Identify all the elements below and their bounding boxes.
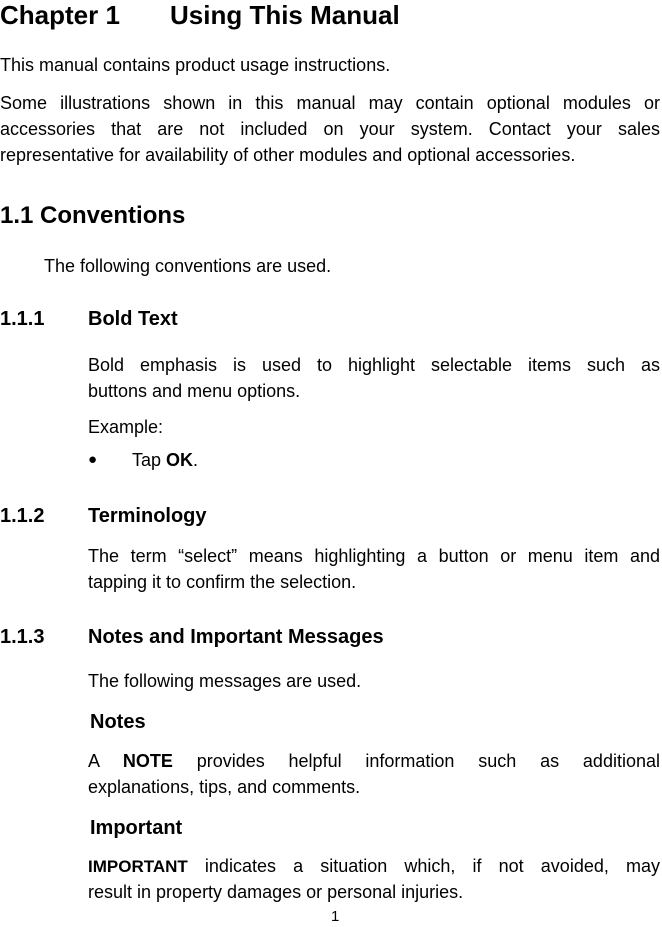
bullet-item [132,449,198,471]
section-heading: 1.1 Conventions [0,202,186,229]
note-line-2: explanations, tips, and comments. [88,777,361,797]
note-line [88,750,660,772]
ok-bold: OK [166,450,194,470]
note-word: A [88,751,100,771]
section-text: The following messages are used. [88,671,362,691]
subsection-number: 1.1.1 [0,308,45,330]
important-bold: IMPORTANT [88,857,188,876]
subsection-number: 1.1.3 [0,626,45,648]
page-number: 1 [331,908,340,925]
paragraph-line: Bold emphasis is used to highlight selectable items such as [88,355,660,375]
important-line [88,855,660,878]
notes-heading: Notes [90,711,146,733]
section-text: The following conventions are used. [44,256,332,276]
example-label: Example: [88,417,164,437]
period: . [193,450,199,470]
intro-para-line: representative for availability of other modules and optional accessories. [0,145,576,165]
chapter-number: Chapter 1 [0,0,120,30]
intro-line: This manual contains product usage instructions. [0,55,391,75]
important-heading: Important [90,817,183,839]
intro-para-line: accessories that are not included on your system. Contact your sales [0,119,660,139]
important-line-2: result in property damages or personal injuries. [88,882,464,902]
subsection-title: Notes and Important Messages [88,626,384,648]
important-rest: indicates a situation which, if not avoided, may [204,856,660,876]
bullet-icon: ● [88,451,98,468]
tap-text: Tap [132,450,167,470]
subsection-number: 1.1.2 [0,505,45,527]
note-rest: provides helpful information such as additional [196,751,660,771]
subsection-title: Terminology [88,505,207,527]
subsection-title: Bold Text [88,308,178,330]
paragraph-line: The term “select” means highlighting a button or menu item and [88,546,660,566]
paragraph-line: tapping it to confirm the selection. [88,572,357,592]
intro-para-line: Some illustrations shown in this manual may contain optional modules or [0,93,660,113]
chapter-title: Using This Manual [170,0,400,30]
note-bold: NOTE [122,751,173,771]
paragraph-line: buttons and menu options. [88,381,301,401]
